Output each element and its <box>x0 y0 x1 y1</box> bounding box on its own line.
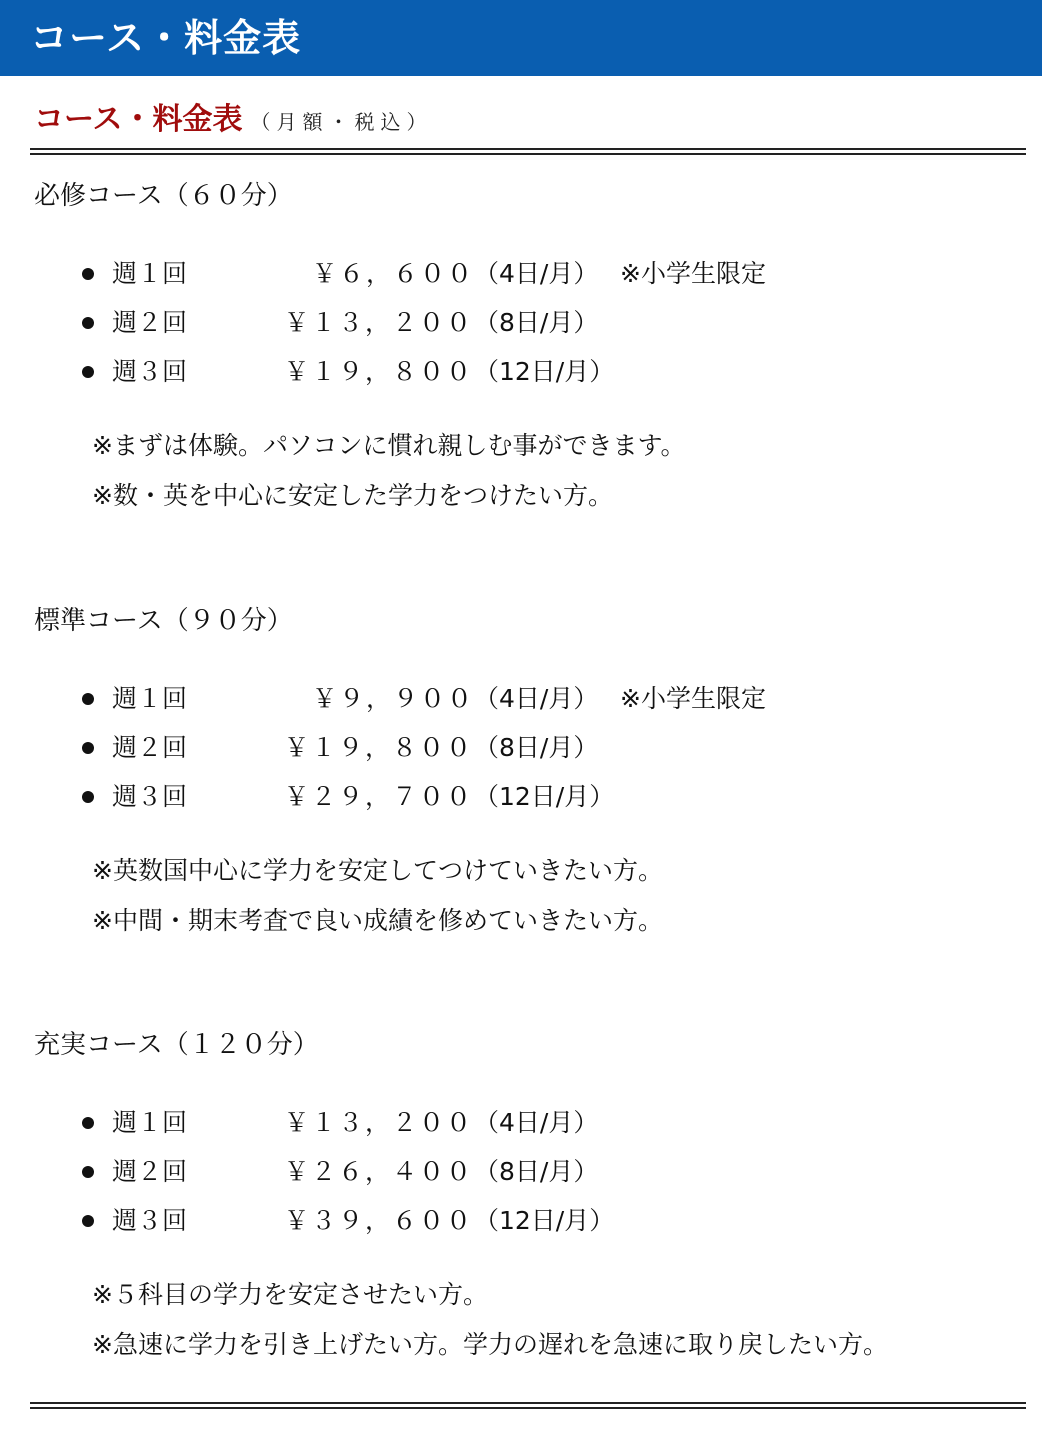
course-remark: ※中間・期末考査で良い成績を修めていきたい方。 <box>92 906 663 935</box>
frequency-label: 週２回 <box>112 733 188 762</box>
section-heading <box>34 98 433 142</box>
frequency-label: 週１回 <box>112 1108 188 1137</box>
days-per-month: （8日/月） <box>474 733 599 762</box>
bullet-icon <box>82 366 94 378</box>
bullet-icon <box>82 1117 94 1129</box>
bullet-icon <box>82 1166 94 1178</box>
section-heading-note: （月額・税込） <box>250 110 433 134</box>
price-value: ￥３９，６００ <box>284 1206 474 1235</box>
bullet-icon <box>82 1215 94 1227</box>
price-value: ￥１９，８００ <box>284 357 474 386</box>
days-per-month: （12日/月） <box>474 1206 615 1235</box>
page-banner <box>0 0 1042 76</box>
days-per-month: （12日/月） <box>474 357 615 386</box>
restriction-note: ※小学生限定 <box>620 259 766 288</box>
price-value: ￥６，６００ <box>312 259 475 288</box>
frequency-label: 週１回 <box>112 684 188 713</box>
frequency-label: 週３回 <box>112 357 188 386</box>
price-value: ￥２９，７００ <box>284 782 474 811</box>
course-remark: ※英数国中心に学力を安定してつけていきたい方。 <box>92 856 663 885</box>
price-value: ￥１９，８００ <box>284 733 474 762</box>
bullet-icon <box>82 268 94 280</box>
days-per-month: （4日/月） <box>474 1108 599 1137</box>
days-per-month: （12日/月） <box>474 782 615 811</box>
course-remark: ※数・英を中心に安定した学力をつけたい方。 <box>92 481 613 510</box>
bullet-icon <box>82 693 94 705</box>
course-remark: ※まずは体験。パソコンに慣れ親しむ事ができます。 <box>92 431 686 460</box>
bottom-divider <box>30 1402 1026 1409</box>
course-remark: ※急速に学力を引き上げたい方。学力の遅れを急速に取り戻したい方。 <box>92 1330 888 1359</box>
frequency-label: 週３回 <box>112 1206 188 1235</box>
course-remark: ※５科目の学力を安定させたい方。 <box>92 1280 488 1309</box>
restriction-note: ※小学生限定 <box>620 684 766 713</box>
days-per-month: （4日/月） <box>474 259 599 288</box>
bullet-icon <box>82 791 94 803</box>
frequency-label: 週１回 <box>112 259 188 288</box>
price-value: ￥９，９００ <box>312 684 475 713</box>
price-value: ￥１３，２００ <box>284 308 474 337</box>
frequency-label: 週３回 <box>112 782 188 811</box>
section-heading-title: コース・料金表 <box>34 102 243 137</box>
bullet-icon <box>82 317 94 329</box>
page-title: コース・料金表 <box>30 16 302 60</box>
days-per-month: （4日/月） <box>474 684 599 713</box>
days-per-month: （8日/月） <box>474 1157 599 1186</box>
course-title: 充実コース（１２０分） <box>34 1030 319 1060</box>
course-title: 標準コース（９０分） <box>34 606 293 636</box>
price-value: ￥２６，４００ <box>284 1157 474 1186</box>
price-value: ￥１３，２００ <box>284 1108 474 1137</box>
frequency-label: 週２回 <box>112 1157 188 1186</box>
days-per-month: （8日/月） <box>474 308 599 337</box>
top-divider <box>30 148 1026 155</box>
frequency-label: 週２回 <box>112 308 188 337</box>
course-title: 必修コース（６０分） <box>34 181 293 211</box>
bullet-icon <box>82 742 94 754</box>
